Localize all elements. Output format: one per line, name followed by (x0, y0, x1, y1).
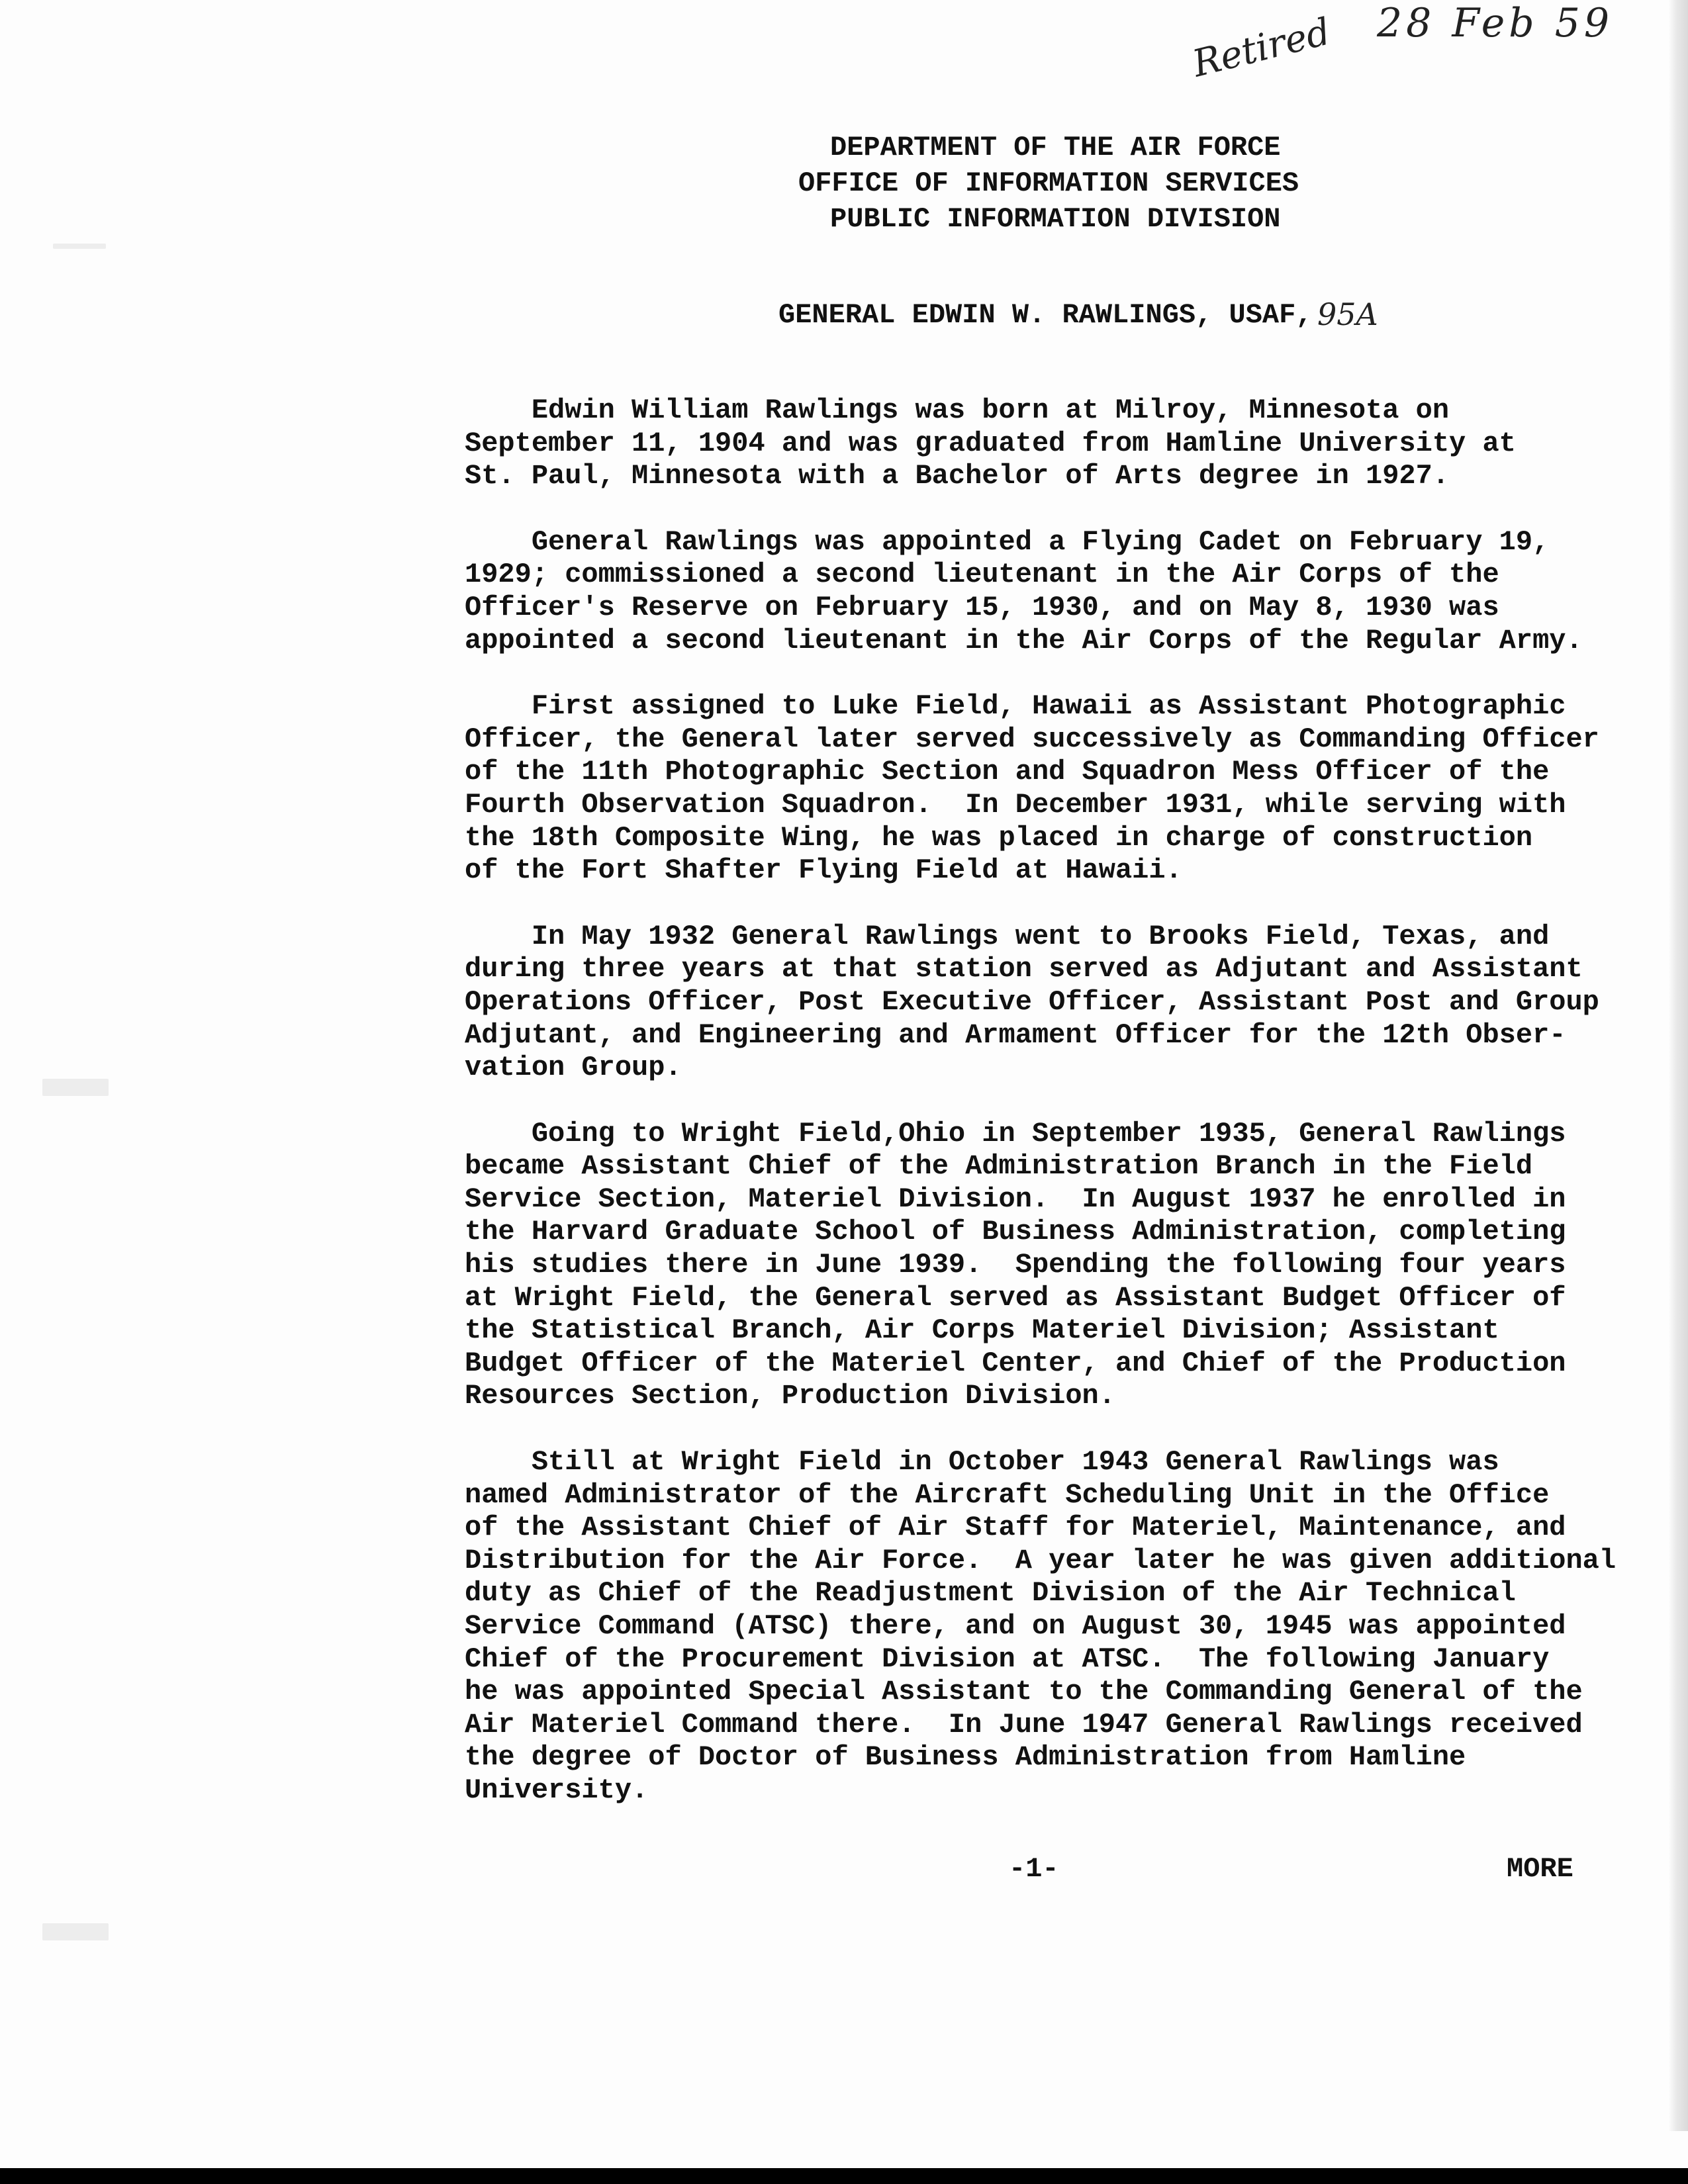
scan-smudge (42, 1923, 109, 1940)
text-line: during three years at that station served as Adjutant and Assistant (465, 953, 1583, 985)
letterhead-department: DEPARTMENT OF THE AIR FORCE (830, 132, 1281, 163)
text-line: Air Materiel Command there. In June 1947 General Rawlings received (465, 1708, 1583, 1741)
text-line: became Assistant Chief of the Administration Branch in the Field (465, 1150, 1533, 1183)
text-line: Budget Officer of the Materiel Center, and Chief of the Production (465, 1347, 1566, 1379)
letterhead-office: OFFICE OF INFORMATION SERVICES (798, 167, 1299, 199)
text-line: vation Group. (465, 1052, 682, 1084)
text-line: Edwin William Rawlings was born at Milroy, Minnesota on (465, 394, 1450, 426)
letterhead-division: PUBLIC INFORMATION DIVISION (830, 203, 1281, 235)
text-line: Distribution for the Air Force. A year later he was given additional (465, 1544, 1617, 1576)
text-line: of the 11th Photographic Section and Squadron Mess Officer of the (465, 756, 1550, 788)
text-line: First assigned to Luke Field, Hawaii as Assistant Photographic (465, 690, 1566, 723)
biography-body (465, 394, 1623, 1841)
scan-smudge (42, 1079, 109, 1096)
scan-smudge (53, 244, 106, 249)
handwritten-date-note: 28 Feb 59 (1377, 0, 1614, 46)
continuation-marker: MORE (1507, 1853, 1573, 1885)
text-line: University. (465, 1774, 649, 1806)
text-line: the 18th Composite Wing, he was placed in charge of construction (465, 821, 1533, 854)
text-line: Going to Wright Field,Ohio in September 1935, General Rawlings (465, 1117, 1566, 1150)
text-line: Still at Wright Field in October 1943 General Rawlings was (465, 1446, 1499, 1479)
text-line: of the Assistant Chief of Air Staff for Materiel, Maintenance, and (465, 1512, 1566, 1544)
text-line: duty as Chief of the Readjustment Division of the Air Technical (465, 1577, 1516, 1610)
text-line: September 11, 1904 and was graduated from Hamline University at (465, 427, 1516, 459)
letterhead (761, 130, 1357, 237)
text-line: named Administrator of the Aircraft Scheduling Unit in the Office (465, 1479, 1550, 1511)
paragraph-commission (465, 526, 1623, 657)
paragraph-atsc (465, 1446, 1623, 1807)
text-line: appointed a second lieutenant in the Air Corps of the Regular Army. (465, 624, 1583, 657)
text-line: the degree of Doctor of Business Administration from Hamline (465, 1741, 1466, 1774)
document-title: GENERAL EDWIN W. RAWLINGS, USAF, (778, 299, 1313, 331)
text-line: Resources Section, Production Division. (465, 1380, 1115, 1412)
text-line: his studies there in June 1939. Spending the following four years (465, 1249, 1566, 1281)
text-line: the Harvard Graduate School of Business Administration, completing (465, 1216, 1566, 1248)
text-line: General Rawlings was appointed a Flying Cadet on February 19, (465, 525, 1550, 558)
text-line: St. Paul, Minnesota with a Bachelor of Arts degree in 1927. (465, 460, 1450, 492)
paragraph-birth-education (465, 394, 1623, 493)
text-line: Adjutant, and Engineering and Armament Officer for the 12th Obser- (465, 1019, 1566, 1051)
text-line: In May 1932 General Rawlings went to Brooks Field, Texas, and (465, 920, 1550, 952)
scan-edge-right (1668, 0, 1688, 2131)
paragraph-luke-field (465, 690, 1623, 887)
text-line: Officer's Reserve on February 15, 1930, and on May 8, 1930 was (465, 591, 1499, 623)
text-line: 1929; commissioned a second lieutenant in the Air Corps of the (465, 559, 1499, 591)
text-line: Fourth Observation Squadron. In December 1931, while serving with (465, 788, 1566, 821)
text-line: of the Fort Shafter Flying Field at Hawaii. (465, 854, 1182, 887)
text-line: Chief of the Procurement Division at ATSC. The following January (465, 1643, 1550, 1675)
handwritten-file-number: 95A (1317, 296, 1378, 332)
paragraph-wright-field (465, 1118, 1623, 1413)
text-line: Service Section, Materiel Division. In August 1937 he enrolled in (465, 1183, 1566, 1215)
paragraph-brooks-field (465, 921, 1623, 1085)
text-line: at Wright Field, the General served as Assistant Budget Officer of (465, 1281, 1566, 1314)
text-line: Service Command (ATSC) there, and on August 30, 1945 was appointed (465, 1610, 1566, 1642)
text-line: Operations Officer, Post Executive Officer, Assistant Post and Group (465, 985, 1599, 1018)
page-number: -1- (1009, 1853, 1059, 1885)
scan-edge-bottom (0, 2168, 1688, 2184)
text-line: the Statistical Branch, Air Corps Materiel Division; Assistant (465, 1314, 1499, 1347)
handwritten-retired-note: Retired (1188, 10, 1335, 86)
text-line: he was appointed Special Assistant to the Commanding General of the (465, 1676, 1583, 1708)
text-line: Officer, the General later served successively as Commanding Officer (465, 723, 1599, 755)
